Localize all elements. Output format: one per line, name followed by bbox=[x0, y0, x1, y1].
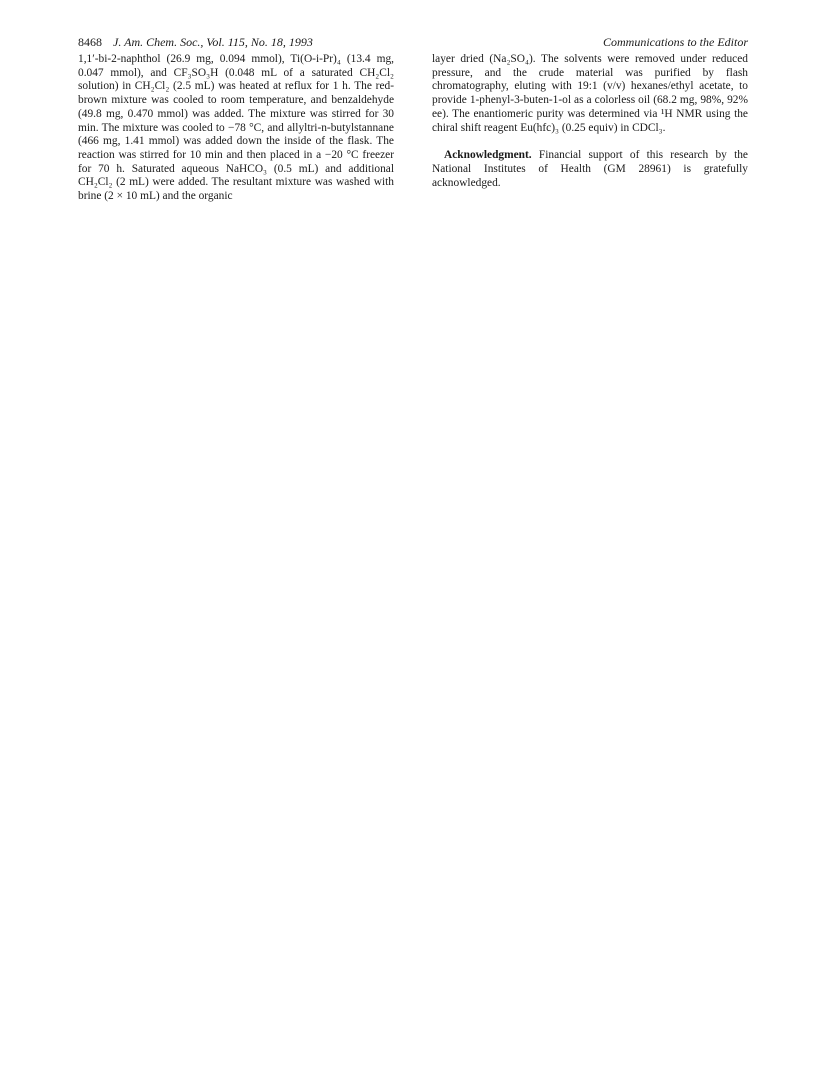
right-column bbox=[432, 53, 748, 190]
running-head bbox=[78, 33, 748, 51]
acknowledgment-paragraph bbox=[432, 149, 748, 190]
journal-citation: J. Am. Chem. Soc., Vol. 115, No. 18, 1993 bbox=[113, 35, 313, 49]
acknowledgment-text: Financial support of this research by the National Institutes of Health (GM 28961) is gratefully acknowledged. bbox=[432, 149, 748, 189]
acknowledgment-heading: Acknowledgment. bbox=[444, 149, 532, 162]
section-title: Communications to the Editor bbox=[603, 35, 748, 49]
page-number: 8468 bbox=[78, 35, 102, 49]
running-head-left bbox=[78, 33, 313, 51]
experimental-paragraph-part-2: layer dried (Na₂SO₄). The solvents were removed under reduced pressure, and the crude material was purified by flash chromatography, eluting with 19:1 (v/v) hexanes/ethyl acetate, to provide 1-phenyl-3-buten-1-ol as a colorless oil (68.2 mg, 98%, 92% ee). The enantiomeric purity was determined via ¹H NMR using the chiral shift reagent Eu(hfc)₃ (0.25 equiv) in CDCl₃. bbox=[432, 53, 748, 134]
left-column bbox=[78, 53, 394, 204]
experimental-paragraph-part-1: 1,1′-bi-2-naphthol (26.9 mg, 0.094 mmol), Ti(O-i-Pr)₄ (13.4 mg, 0.047 mmol), and CF₃SO₃H (0.048 mL of a saturated CH₂Cl₂ solution) in CH₂Cl₂ (2.5 mL) was heated at reflux for 1 h. The red-brown mixture was cooled to room temperature, and benzaldehyde (49.8 mg, 0.470 mmol) was added. The mixture was stirred for 30 min. The mixture was cooled to −78 °C, and allyltri-n-butylstannane (466 mg, 1.41 mmol) was added down the inside of the flask. The reaction was stirred for 10 min and then placed in a −20 °C freezer for 70 h. Saturated aqueous NaHCO₃ (0.5 mL) and additional CH₂Cl₂ (2 mL) were added. The resultant mixture was washed with brine (2 × 10 mL) and the organic bbox=[78, 53, 394, 203]
